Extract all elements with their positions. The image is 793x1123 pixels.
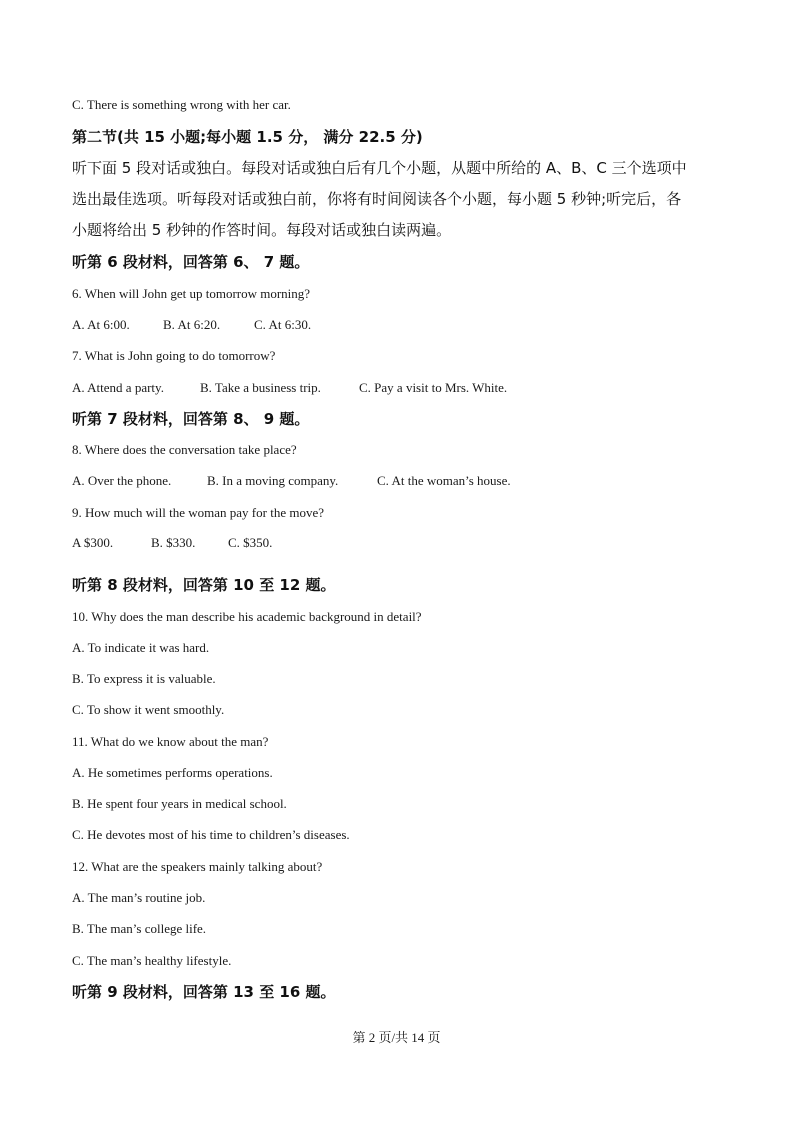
option-a: A. The man’s routine job. — [72, 890, 206, 905]
option-a: A. Over the phone. — [72, 473, 172, 488]
question-stem: 6. When will John get up tomorrow morning? — [72, 286, 311, 301]
option-c: C. At 6:30. — [254, 317, 312, 332]
option-c: C. To show it went smoothly. — [72, 702, 225, 717]
instructions-line-1: 听下面 5 段对话或独白。每段对话或独白后有几个小题，从题中所给的 A、B、C 三个选项中 — [72, 159, 687, 177]
question-options — [72, 380, 507, 396]
question-stem: 12. What are the speakers mainly talking about? — [72, 859, 323, 874]
instructions-line-2: 选出最佳选项。听每段对话或独白前，你将有时间阅读各个小题，每小题 5 秒钟;听完后，各 — [72, 190, 682, 208]
group-heading: 听第 8 段材料，回答第 10 至 12 题。 — [72, 576, 336, 594]
question-options — [72, 473, 511, 489]
option-a: A. At 6:00. — [72, 317, 130, 332]
top-option: C. There is something wrong with her car. — [72, 97, 291, 112]
option-b: B. Take a business trip. — [200, 380, 321, 395]
question-stem: 10. Why does the man describe his academic background in detail? — [72, 609, 422, 624]
group-heading: 听第 9 段材料，回答第 13 至 16 题。 — [72, 983, 336, 1001]
question-stem: 8. Where does the conversation take place? — [72, 442, 297, 457]
option-a: A $300. — [72, 535, 114, 550]
question-options — [72, 535, 272, 551]
option-c: C. He devotes most of his time to children’s diseases. — [72, 827, 350, 842]
option-b: B. To express it is valuable. — [72, 671, 216, 686]
option-b: B. At 6:20. — [163, 317, 221, 332]
option-a: A. He sometimes performs operations. — [72, 765, 273, 780]
page-footer: 第 2 页/共 14 页 — [352, 1030, 441, 1045]
instructions-line-3: 小题将给出 5 秒钟的作答时间。每段对话或独白读两遍。 — [72, 221, 452, 239]
group-heading: 听第 7 段材料，回答第 8、 9 题。 — [72, 410, 310, 428]
question-stem: 9. How much will the woman pay for the move? — [72, 505, 324, 520]
option-a: A. Attend a party. — [72, 380, 164, 395]
option-c: C. The man’s healthy lifestyle. — [72, 953, 232, 968]
group-heading: 听第 6 段材料，回答第 6、 7 题。 — [72, 253, 310, 271]
section-heading: 第二节(共 15 小题;每小题 1.5 分， 满分 22.5 分) — [72, 128, 423, 146]
option-b: B. $330. — [151, 535, 196, 550]
question-stem: 7. What is John going to do tomorrow? — [72, 348, 276, 363]
question-stem: 11. What do we know about the man? — [72, 734, 269, 749]
option-c: C. $350. — [228, 535, 273, 550]
option-c: C. At the woman’s house. — [377, 473, 511, 488]
option-b: B. In a moving company. — [207, 473, 339, 488]
option-b: B. The man’s college life. — [72, 921, 207, 936]
question-options — [72, 317, 311, 333]
option-b: B. He spent four years in medical school. — [72, 796, 287, 811]
option-c: C. Pay a visit to Mrs. White. — [359, 380, 508, 395]
option-a: A. To indicate it was hard. — [72, 640, 210, 655]
